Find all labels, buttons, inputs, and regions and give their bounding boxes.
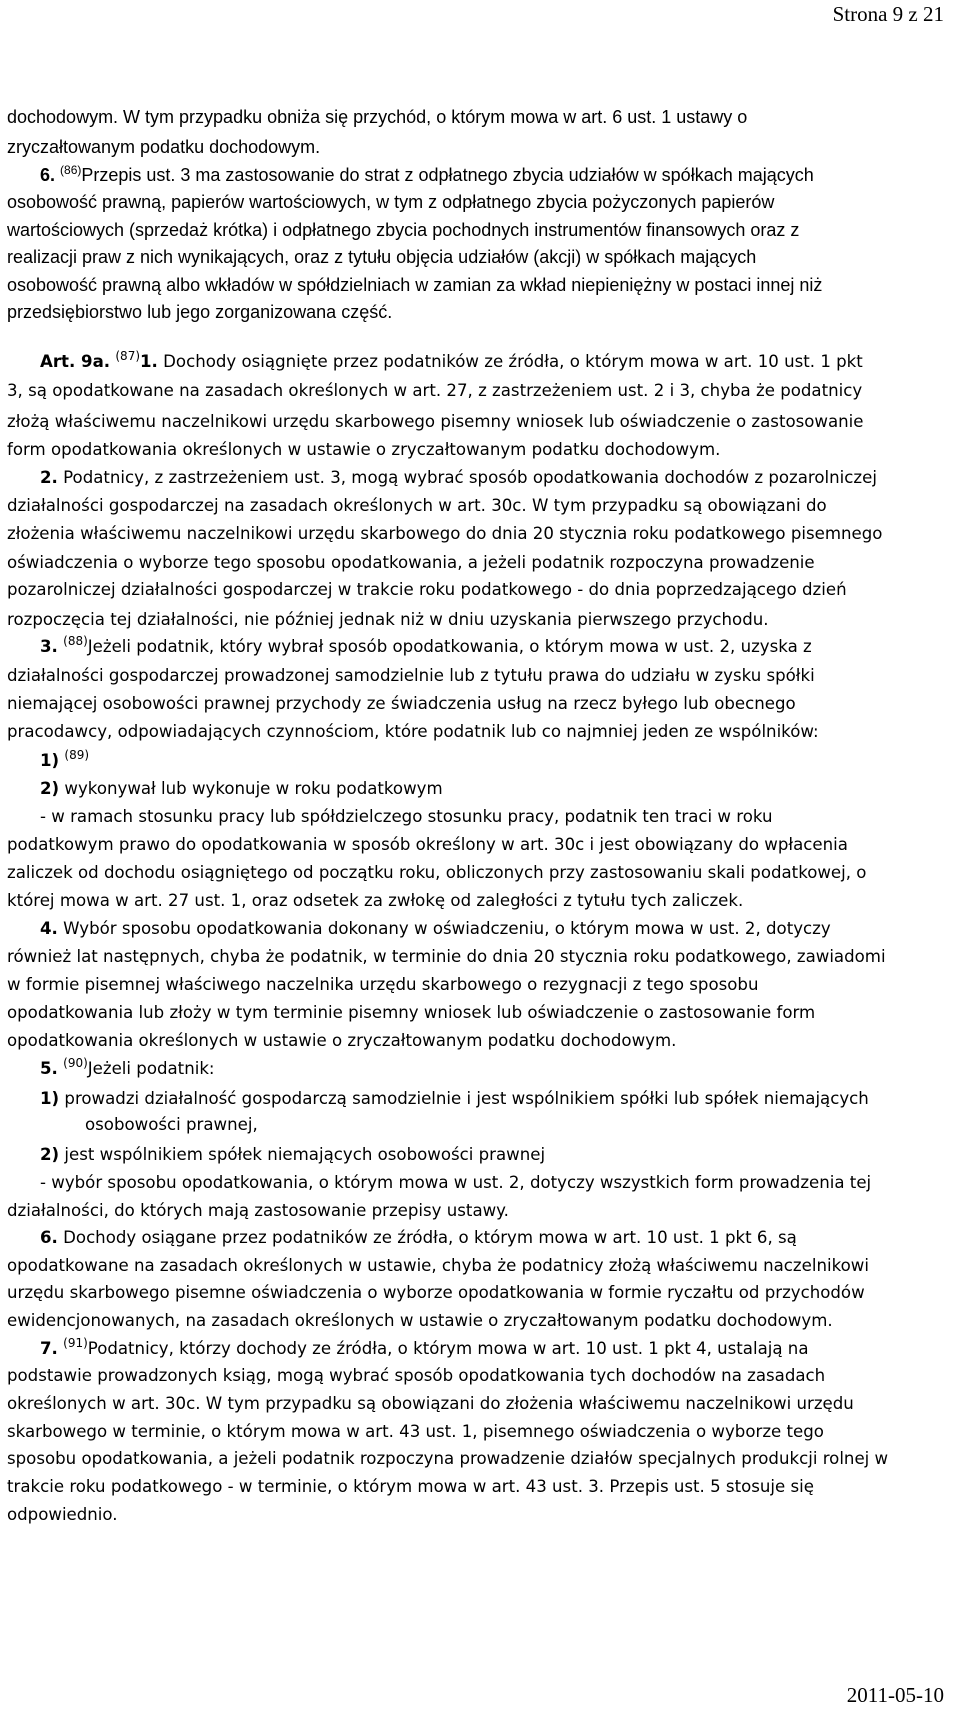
clause-number: 1) (40, 751, 60, 770)
line-text: wartościowych (sprzedaż krótka) i odpłatnego zbycia pochodnych instrumentów finansowych oraz z (7, 220, 800, 240)
text-line (7, 136, 320, 158)
line-text: opodatkowania lub złoży w tym terminie pisemny wniosek lub oświadczenie o zastosowanie form (7, 1003, 816, 1022)
line-text: pozarolniczej działalności gospodarczej w trakcie roku podatkowego - do dnia poprzedzającego dzień (7, 580, 847, 599)
line-text: podstawie prowadzonych ksiąg, mogą wybrać sposób opodatkowania tych dochodów na zasadach (7, 1366, 826, 1385)
text-line (7, 1030, 676, 1052)
text-line (7, 1421, 824, 1443)
line-text: - w ramach stosunku pracy lub spółdzielczego stosunku pracy, podatnik ten traci w roku (40, 807, 773, 826)
text-line (7, 1310, 833, 1332)
line-text: zaliczek od dochodu osiągniętego od początku roku, obliczonych przy zastosowaniu skali podatkowej, o (7, 863, 867, 882)
clause-number: 3. (40, 637, 58, 656)
clause-number: 2. (40, 468, 58, 487)
text-line (40, 1227, 797, 1249)
line-text: skarbowego w terminie, o którym mowa w art. 43 ust. 1, pisemnego oświadczenia o wyborze tego (7, 1422, 824, 1441)
text-line (7, 1476, 814, 1498)
line-text: osobowość prawną, papierów wartościowych, w tym z odpłatnego zbycia pożyczonych papierów (7, 192, 775, 212)
text-line (40, 918, 831, 940)
text-line (7, 523, 882, 545)
line-text: pracodawcy, odpowiadających czynnościom, które podatnik lub co najmniej jeden ze wspólników: (7, 722, 819, 741)
text-line (7, 191, 774, 213)
line-text: podatkowym prawo do opodatkowania w sposób określony w art. 30c i jest obowiązany do wpłacenia (7, 835, 848, 854)
text-line (7, 1393, 854, 1415)
page-number-header: Strona 9 z 21 (832, 2, 944, 26)
clause-number: 1. (140, 352, 158, 371)
line-text: realizacji praw z nich wynikających, oraz z tytułu objęcia udziałów (akcji) w spółkach mających (7, 247, 757, 267)
text-line (7, 721, 819, 743)
line-text: wykonywał lub wykonuje w roku podatkowym (59, 779, 443, 798)
line-text: Dochody osiągane przez podatników ze źródła, o którym mowa w art. 10 ust. 1 pkt 6, są (57, 1228, 797, 1247)
footnote-ref: (89) (64, 748, 90, 762)
line-text: jest wspólnikiem spółek niemających osobowości prawnej (59, 1145, 546, 1164)
line-text: prowadzi działalność gospodarczą samodzielnie i jest wspólnikiem spółki lub spółek niemających (59, 1089, 869, 1108)
line-text: opodatkowane na zasadach określonych w ustawie, chyba że podatnicy złożą właściwemu naczelnikowi (7, 1256, 869, 1275)
text-line (7, 862, 866, 884)
text-line (40, 1338, 808, 1360)
clause-number: 2) (40, 1145, 60, 1164)
text-line (7, 609, 769, 631)
line-text: przedsiębiorstwo lub jego zorganizowana część. (7, 302, 393, 322)
text-line (7, 579, 847, 601)
line-text: Jeżeli podatnik, który wybrał sposób opodatkowania, o którym mowa w ust. 2, uzyska z (87, 637, 812, 656)
text-line (40, 1058, 215, 1080)
text-line (40, 467, 877, 489)
text-line (7, 974, 758, 996)
footnote-ref: (88) (63, 634, 88, 648)
line-text: osobowość prawną albo wkładów w spółdzielniach w zamian za wkład niepieniężny w postaci innej niż (7, 275, 823, 295)
clause-number: 2) (40, 779, 60, 798)
page-date-footer: 2011-05-10 (846, 1683, 944, 1707)
line-text: Dochody osiągnięte przez podatników ze źródła, o którym mowa w art. 10 ust. 1 pkt (157, 352, 863, 371)
line-text: Przepis ust. 3 ma zastosowanie do strat z odpłatnego zbycia udziałów w spółkach mających (81, 165, 814, 185)
text-line (7, 1282, 865, 1304)
text-line (7, 301, 392, 323)
text-line (7, 665, 815, 687)
text-line (85, 1114, 258, 1136)
text-line (7, 1255, 869, 1277)
line-text: trakcie roku podatkowego - w terminie, o którym mowa w art. 43 ust. 3. Przepis ust. 5 stosuje się (7, 1477, 814, 1496)
clause-number: 1) (40, 1089, 60, 1108)
line-text: zryczałtowanym podatku dochodowym. (7, 137, 321, 157)
text-line (40, 1172, 871, 1194)
text-line (7, 1002, 815, 1024)
line-text: form opodatkowania określonych w ustawie o zryczałtowanym podatku dochodowym. (7, 440, 721, 459)
line-text: Wybór sposobu opodatkowania dokonany w oświadczeniu, o którym mowa w ust. 2, dotyczy (57, 919, 831, 938)
line-text: złożą właściwemu naczelnikowi urzędu skarbowego pisemny wniosek lub oświadczenie o zastosowanie (7, 412, 864, 431)
line-text: Podatnicy, z zastrzeżeniem ust. 3, mogą wybrać sposób opodatkowania dochodów z pozarolniczej (57, 468, 877, 487)
footnote-ref: (91) (63, 1336, 88, 1350)
text-line (40, 164, 814, 186)
text-line (7, 693, 796, 715)
text-line (40, 1088, 869, 1110)
line-text: określonych w art. 30c. W tym przypadku są obowiązani do złożenia właściwemu naczelnikowi urzędu (7, 1394, 854, 1413)
text-line (40, 351, 863, 373)
line-text: złożenia właściwemu naczelnikowi urzędu skarbowego do dnia 20 stycznia roku podatkowego pisemnego (7, 524, 883, 543)
line-text: której mowa w art. 27 ust. 1, oraz odsetek za zwłokę od zaległości z tytułu tych zaliczek. (7, 891, 744, 910)
clause-number: 6. (40, 165, 56, 185)
line-text: dochodowym. W tym przypadku obniża się przychód, o którym mowa w art. 6 ust. 1 ustawy o (7, 107, 748, 127)
text-line (7, 411, 863, 433)
line-text: działalności gospodarczej na zasadach określonych w art. 30c. W tym przypadku są obowiązani do (7, 496, 827, 515)
text-line (7, 495, 827, 517)
line-text: Jeżeli podatnik: (87, 1059, 215, 1078)
text-line (40, 778, 443, 800)
text-line (7, 1504, 118, 1526)
text-line (7, 219, 799, 241)
text-line (7, 439, 720, 461)
text-line (7, 1365, 825, 1387)
line-text: 3, są opodatkowane na zasadach określonych w art. 27, z zastrzeżeniem ust. 2 i 3, chyba że podatnicy (7, 381, 863, 400)
text-line (7, 274, 822, 296)
text-line (7, 380, 862, 402)
line-text: - wybór sposobu opodatkowania, o którym mowa w ust. 2, dotyczy wszystkich form prowadzenia tej (40, 1173, 872, 1192)
line-text: działalności gospodarczej prowadzonej samodzielnie lub z tytułu prawa do udziału w zysku spółki (7, 666, 815, 685)
line-text: niemającej osobowości prawnej przychody ze świadczenia usług na rzecz byłego lub obecnego (7, 694, 796, 713)
line-text: Podatnicy, którzy dochody ze źródła, o którym mowa w art. 10 ust. 1 pkt 4, ustalają na (87, 1339, 809, 1358)
text-line (7, 834, 848, 856)
line-text: również lat następnych, chyba że podatnik, w terminie do dnia 20 stycznia roku podatkowego, zawiadomi (7, 947, 886, 966)
line-text: osobowości prawnej, (85, 1115, 258, 1134)
line-text: w formie pisemnej właściwego naczelnika urzędu skarbowego o rezygnacji z tego sposobu (7, 975, 759, 994)
line-text: rozpoczęcia tej działalności, nie później jednak niż w dniu uzyskania pierwszego przychodu. (7, 610, 769, 629)
text-line (7, 552, 815, 574)
line-text: działalności, do których mają zastosowanie przepisy ustawy. (7, 1201, 509, 1220)
footnote-ref: (90) (63, 1056, 88, 1070)
text-line (40, 750, 89, 772)
text-line (7, 1200, 509, 1222)
clause-number: 5. (40, 1059, 58, 1078)
line-text: urzędu skarbowego pisemne oświadczenia o wyborze opodatkowania w formie ryczałtu od przychodów (7, 1283, 865, 1302)
text-line (7, 946, 886, 968)
line-text: ewidencjonowanych, na zasadach określonych w ustawie o zryczałtowanym podatku dochodowym. (7, 1311, 833, 1330)
line-text: opodatkowania określonych w ustawie o zryczałtowanym podatku dochodowym. (7, 1031, 677, 1050)
footnote-ref: (87) (115, 349, 141, 363)
text-line (7, 1448, 888, 1470)
line-text: sposobu opodatkowania, a jeżeli podatnik rozpoczyna prowadzenie działów specjalnych produkcji rolnej w (7, 1449, 889, 1468)
line-text: oświadczenia o wyborze tego sposobu opodatkowania, a jeżeli podatnik rozpoczyna prowadzenie (7, 553, 815, 572)
text-line (40, 806, 773, 828)
clause-number: 7. (40, 1339, 58, 1358)
clause-number: 6. (40, 1228, 58, 1247)
text-line (7, 106, 747, 128)
text-line (40, 1144, 545, 1166)
line-text: odpowiednio. (7, 1505, 118, 1524)
clause-number: Art. 9a. (40, 352, 111, 371)
clause-number: 4. (40, 919, 58, 938)
text-line (7, 890, 743, 912)
footnote-ref: (86) (60, 163, 82, 177)
text-line (40, 636, 812, 658)
text-line (7, 246, 756, 268)
